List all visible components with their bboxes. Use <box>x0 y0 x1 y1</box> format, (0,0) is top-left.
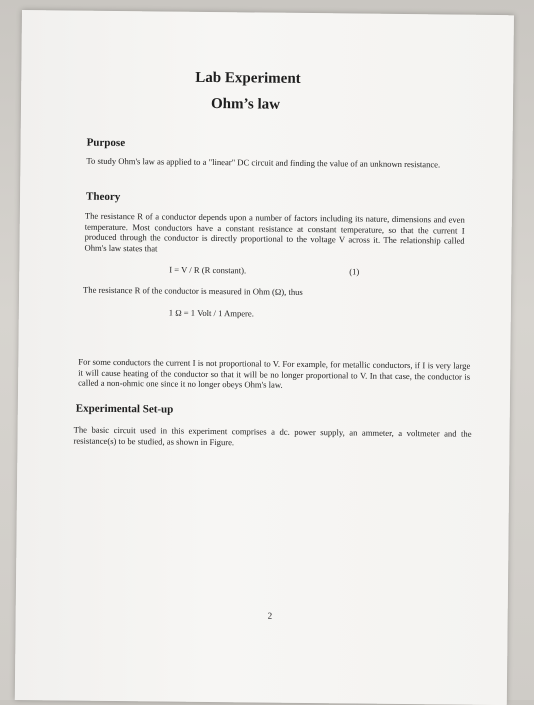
ohms-law-equation: I = V / R (R constant). <box>169 264 247 276</box>
theory-text: The resistance R of a conductor depends upon a number of factors including its nature, dimensions and even temperature. Most conductors have a constant resistance at constant temperature, so that the current I produced through the conductor is directly proportional to the voltage V across it. The relationship called Ohm's law states that <box>84 210 465 254</box>
purpose-heading: Purpose <box>86 136 126 150</box>
equation-number: (1) <box>349 266 360 277</box>
unit-equation: 1 Ω = 1 Volt / 1 Ampere. <box>168 307 254 319</box>
document-page <box>15 10 514 705</box>
theory-heading: Theory <box>85 190 121 204</box>
document-subtitle: Ohm’s law <box>210 95 281 113</box>
setup-heading: Experimental Set-up <box>75 402 174 416</box>
page-number: 2 <box>267 610 273 621</box>
nonohmic-text: For some conductors the current I is not proportional to V. For example, for metallic conductors, if I is very large it will cause heating of the conductor so that it will be no longer proportional to V. In that case, the conductor is called a non-ohmic one since it no longer obeys Ohm's law. <box>78 356 471 390</box>
document-title: Lab Experiment <box>195 69 301 87</box>
setup-text: The basic circuit used in this experiment comprises a dc. power supply, an ammeter, a voltmeter and the resistance(s) to be studied, as shown in Figure. <box>73 424 472 447</box>
resistance-unit-text: The resistance R of the conductor is measured in Ohm (Ω), thus <box>83 284 303 297</box>
purpose-text: To study Ohm's law as applied to a "linear" DC circuit and finding the value of an unknown resistance. <box>86 155 441 170</box>
